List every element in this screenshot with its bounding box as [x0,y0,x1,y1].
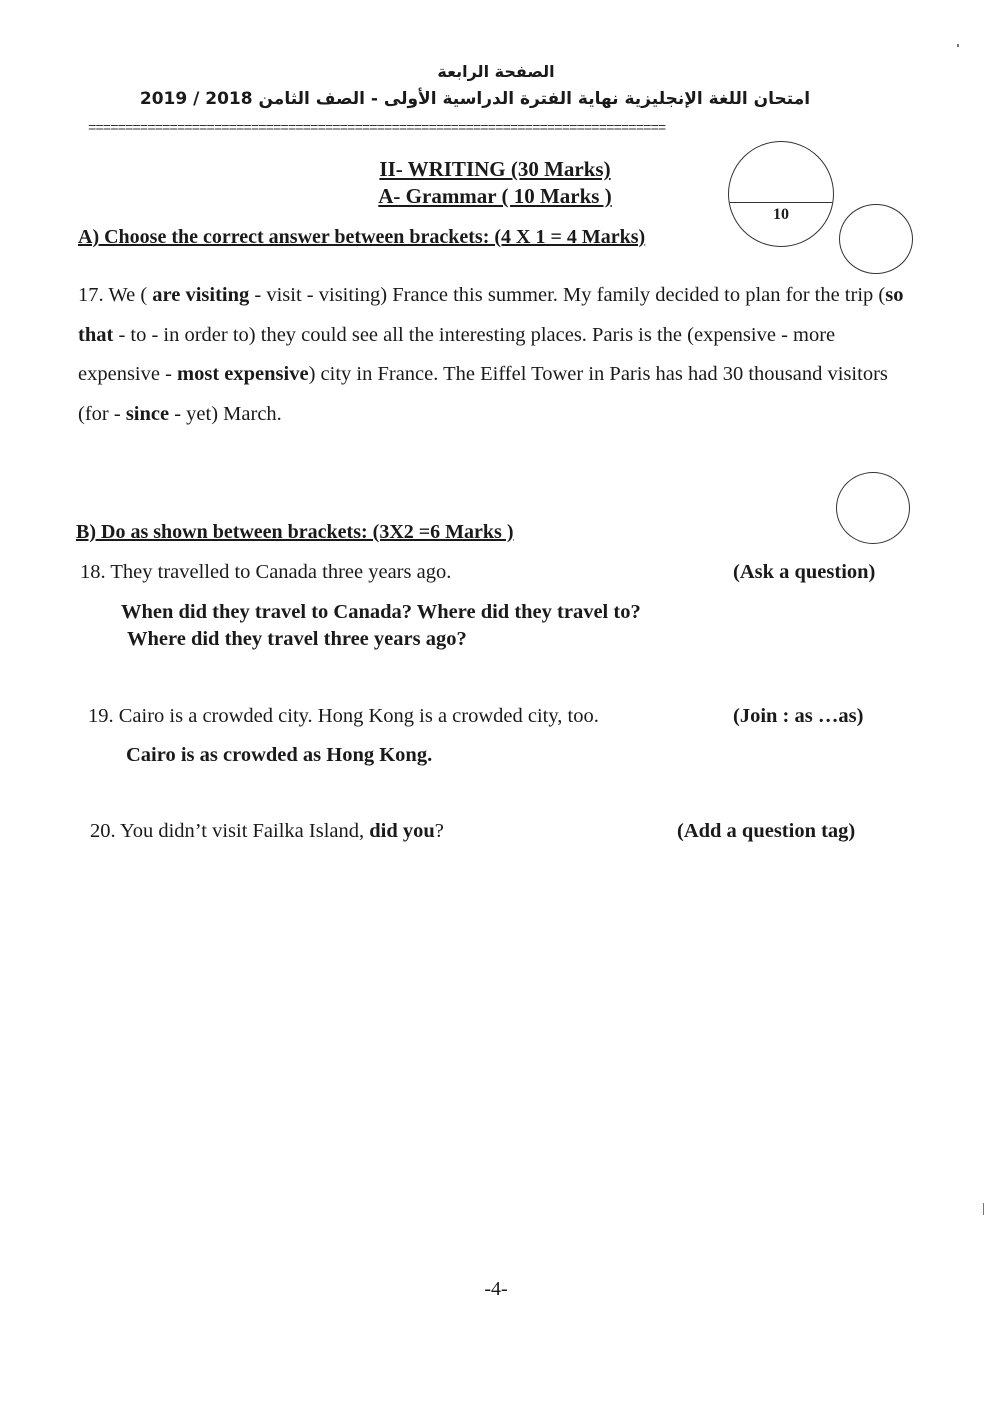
scan-speck [983,1203,984,1215]
question-18-answer-line-1: When did they travel to Canada? Where did they travel to? [121,601,641,623]
exam-title-arabic: امتحان اللغة الإنجليزية نهاية الفترة الدراسية الأولى - الصف الثامن 2018 / 2019 [139,89,811,109]
question-18-text: 18. They travelled to Canada three years ago. [80,561,452,583]
q17-answer-2: so that [78,284,904,346]
grammar-subtitle: A- Grammar ( 10 Marks ) [378,184,612,208]
question-19-instruction: (Join : as …as) [733,705,864,727]
question-17-paragraph [78,276,908,434]
section-a-heading: A) Choose the correct answer between brackets: (4 X 1 = 4 Marks) [78,226,646,248]
writing-title: II- WRITING (30 Marks) [379,157,611,181]
q17-text-2: - visit - visiting) France this summer. My family decided to plan for the trip ( [249,284,886,306]
header-divider: ============================================================================== [88,121,666,137]
score-circle-section-b [836,472,910,544]
question-19-answer: Cairo is as crowded as Hong Kong. [126,744,433,766]
question-17-number: 17. [78,284,104,306]
q20-text-before: 20. You didn’t visit Failka Island, [90,820,370,842]
page-number: -4- [484,1278,508,1300]
q17-text-1: We ( [108,284,153,306]
score-circle-total [728,141,834,247]
q17-answer-4: since [125,402,170,425]
q20-text-after: ? [434,820,444,842]
section-b-heading: B) Do as shown between brackets: (3X2 =6 Marks ) [76,521,514,543]
score-total-value: 10 [773,206,789,223]
q17-text-5: - yet) March. [169,402,282,425]
page-label-arabic: الصفحة الرابعة [437,62,555,81]
score-circle-section-a [839,204,913,274]
question-18-instruction: (Ask a question) [733,561,876,583]
q20-answer-tag: did you [369,820,435,842]
q17-text-4: ) city in France. The Eiffel Tower in Paris has had 30 thousand visitors (for - [78,363,888,425]
scan-speck [957,44,959,47]
question-18-answer-line-2: Where did they travel three years ago? [127,628,467,650]
q17-answer-1: are visiting [152,284,250,306]
question-20-instruction: (Add a question tag) [677,820,856,842]
question-20-text [90,820,444,843]
score-circle-divider [729,202,833,203]
q17-answer-3: most expensive [177,363,309,385]
question-19-text: 19. Cairo is a crowded city. Hong Kong is a crowded city, too. [88,705,599,727]
q17-text-3: - to - in order to) they could see all the interesting places. Paris is the (expensive - more expensive - [78,323,836,385]
